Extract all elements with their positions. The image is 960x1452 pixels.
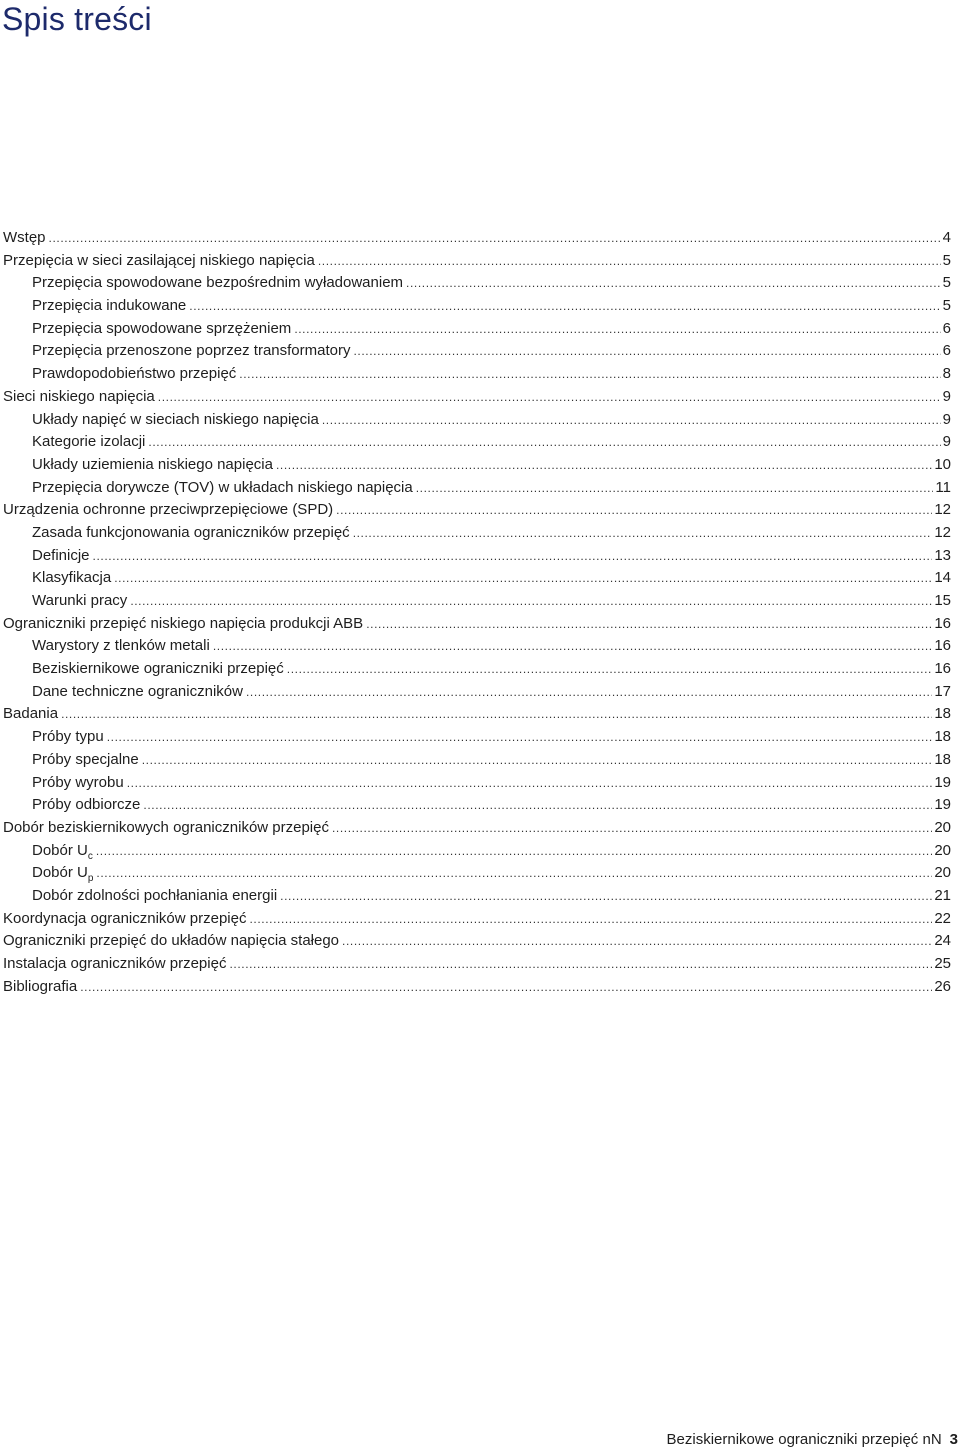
toc-entry-text: Przepięcia dorywcze (TOV) w układach niskiego napięcia: [32, 478, 413, 496]
toc-page-number: 20: [934, 864, 951, 882]
toc-entry-text: Dobór beziskiernikowych ograniczników przepięć: [3, 818, 329, 836]
dot-leader: [406, 272, 941, 295]
toc-entry-title: [32, 885, 277, 908]
toc-entry[interactable]: [3, 794, 951, 817]
toc-entry-text: Badania: [3, 705, 59, 723]
toc-page-number: 22: [934, 909, 951, 927]
toc-entry[interactable]: [3, 363, 951, 386]
toc-page-number: 20: [934, 841, 951, 859]
toc-entry[interactable]: [3, 817, 951, 840]
toc-entry[interactable]: [3, 613, 951, 636]
toc-entry-text: Próby odbiorcze: [32, 796, 141, 814]
table-of-contents: [3, 227, 951, 998]
toc-entry-text: Dobór U: [32, 864, 88, 882]
toc-entry[interactable]: [3, 272, 951, 295]
dot-leader: [158, 386, 941, 409]
dot-leader: [93, 545, 933, 568]
dot-leader: [287, 658, 933, 681]
toc-entry[interactable]: [3, 635, 951, 658]
toc-entry-title: [32, 567, 111, 590]
toc-entry-text: Próby wyrobu: [32, 773, 124, 791]
toc-entry-text: Urządzenia ochronne przeciwprzepięciowe (SPD): [3, 501, 334, 519]
toc-entry-title: [3, 953, 226, 976]
toc-entry-title: [3, 227, 46, 250]
toc-entry-text: Bibliografia: [3, 977, 78, 995]
toc-entry-text: Sieci niskiego napięcia: [3, 387, 155, 405]
toc-entry[interactable]: [3, 953, 951, 976]
toc-entry[interactable]: [3, 772, 951, 795]
toc-entry[interactable]: [3, 681, 951, 704]
toc-entry[interactable]: [3, 295, 951, 318]
toc-page-number: 21: [934, 886, 951, 904]
toc-entry-title: [32, 772, 124, 795]
dot-leader: [353, 522, 933, 545]
toc-entry-text: Dobór U: [32, 841, 88, 859]
toc-entry-title: [3, 817, 329, 840]
toc-entry-text: Warystory z tlenków metali: [32, 637, 210, 655]
toc-entry-text: Wstęp: [3, 229, 46, 246]
page-footer: [667, 1430, 958, 1450]
toc-entry-text: Próby typu: [32, 728, 104, 746]
toc-entry-text: Ograniczniki przepięć niskiego napięcia produkcji ABB: [3, 614, 364, 632]
toc-entry[interactable]: [3, 250, 951, 273]
toc-page-number: 18: [934, 728, 951, 746]
toc-entry[interactable]: [3, 227, 951, 250]
toc-entry[interactable]: [3, 862, 951, 885]
toc-entry[interactable]: [3, 590, 951, 613]
toc-page-number: 9: [942, 433, 951, 451]
dot-leader: [213, 635, 932, 658]
toc-entry-title: [32, 545, 90, 568]
dot-leader: [189, 295, 940, 318]
dot-leader: [336, 499, 932, 522]
toc-entry-text: Warunki pracy: [32, 592, 128, 609]
toc-entry[interactable]: [3, 409, 951, 432]
dot-leader: [322, 409, 941, 432]
toc-entry-title: [3, 976, 77, 999]
toc-entry-title: [32, 522, 350, 545]
dot-leader: [342, 930, 932, 953]
toc-entry-title: [32, 272, 403, 295]
toc-page-number: 19: [934, 773, 951, 791]
toc-entry-title: [32, 295, 186, 318]
toc-page-number: 8: [942, 365, 951, 383]
toc-entry-title: [32, 477, 413, 500]
dot-leader: [354, 340, 941, 363]
toc-entry-title: [3, 386, 155, 409]
toc-entry[interactable]: [3, 340, 951, 363]
toc-entry[interactable]: [3, 976, 951, 999]
toc-entry-text: Dane techniczne ograniczników: [32, 682, 243, 700]
toc-page-number: 15: [934, 592, 951, 609]
toc-entry-text: Kategorie izolacji: [32, 433, 146, 451]
toc-entry-title: [32, 862, 93, 885]
dot-leader: [143, 794, 932, 817]
toc-entry[interactable]: [3, 658, 951, 681]
toc-entry-title: [32, 431, 145, 454]
toc-entry-title: [32, 726, 104, 749]
dot-leader: [276, 454, 932, 477]
toc-entry-text: Próby specjalne: [32, 750, 139, 768]
toc-entry[interactable]: [3, 545, 951, 568]
toc-entry-text: Przepięcia w sieci zasilającej niskiego napięcia: [3, 251, 315, 269]
dot-leader: [332, 817, 932, 840]
toc-entry-title: [32, 635, 210, 658]
dot-leader: [239, 363, 940, 386]
toc-page-number: 11: [935, 478, 951, 496]
dot-leader: [127, 772, 933, 795]
toc-entry-title: [32, 681, 243, 704]
toc-page-number: 16: [934, 637, 951, 655]
toc-entry[interactable]: [3, 567, 951, 590]
toc-page-number: 5: [942, 297, 951, 315]
toc-page-number: 13: [934, 546, 951, 564]
toc-entry[interactable]: [3, 930, 951, 953]
toc-entry[interactable]: [3, 908, 951, 931]
dot-leader: [61, 703, 932, 726]
toc-entry[interactable]: [3, 477, 951, 500]
toc-entry-title: [32, 318, 291, 341]
dot-leader: [294, 318, 940, 341]
toc-page-number: 9: [942, 387, 951, 405]
dot-leader: [249, 908, 932, 931]
toc-entry-text: Ograniczniki przepięć do układów napięcia stałego: [3, 932, 340, 950]
toc-page-number: 16: [934, 660, 951, 678]
toc-page-number: 10: [934, 455, 951, 473]
toc-page-number: 5: [942, 251, 951, 269]
toc-entry-text: Definicje: [32, 546, 90, 564]
toc-entry-title: [3, 613, 363, 636]
toc-entry-title: [3, 908, 246, 931]
toc-page-number: 26: [934, 977, 951, 995]
toc-entry-title: [32, 340, 351, 363]
footer-text: Beziskiernikowe ograniczniki przepięć nN: [666, 1431, 942, 1448]
toc-page-number: 18: [934, 750, 951, 768]
toc-entry-title: [3, 250, 315, 273]
toc-entry[interactable]: [3, 522, 951, 545]
dot-leader: [49, 227, 941, 250]
toc-entry-text: Układy napięć w sieciach niskiego napięcia: [32, 410, 319, 428]
toc-page-number: 6: [942, 342, 951, 360]
toc-page-number: 9: [942, 410, 951, 428]
toc-entry-subscript: c: [87, 850, 93, 862]
toc-entry-text: Prawdopodobieństwo przepięć: [32, 365, 237, 383]
toc-entry[interactable]: [3, 386, 951, 409]
toc-entry-title: [32, 794, 140, 817]
toc-page-number: 12: [934, 523, 951, 541]
toc-entry-title: [32, 454, 273, 477]
toc-entry-subscript: p: [87, 873, 94, 885]
toc-entry[interactable]: [3, 431, 951, 454]
toc-entry[interactable]: [3, 703, 951, 726]
dot-leader: [229, 953, 932, 976]
toc-entry[interactable]: [3, 318, 951, 341]
toc-page-number: 4: [942, 229, 951, 246]
dot-leader: [148, 431, 940, 454]
toc-entry-title: [32, 409, 319, 432]
toc-entry-text: Zasada funkcjonowania ograniczników przepięć: [32, 523, 350, 541]
toc-page-number: 12: [934, 501, 951, 519]
toc-entry-title: [32, 658, 284, 681]
dot-leader: [366, 613, 932, 636]
toc-entry-title: [3, 930, 339, 953]
toc-entry-title: [3, 499, 333, 522]
toc-entry-title: [32, 749, 139, 772]
toc-entry[interactable]: [3, 749, 951, 772]
footer-page-number: 3: [949, 1431, 958, 1448]
toc-entry-text: Dobór zdolności pochłaniania energii: [32, 886, 278, 904]
dot-leader: [107, 726, 933, 749]
toc-entry-text: Klasyfikacja: [32, 569, 112, 587]
toc-page-number: 17: [934, 682, 951, 700]
dot-leader: [96, 840, 932, 863]
dot-leader: [318, 250, 941, 273]
toc-page-number: 5: [942, 274, 951, 292]
toc-page-number: 20: [934, 818, 951, 836]
toc-entry-title: [3, 703, 58, 726]
dot-leader: [280, 885, 932, 908]
toc-entry-title: [32, 590, 127, 613]
toc-entry-text: Beziskiernikowe ograniczniki przepięć: [32, 660, 284, 678]
dot-leader: [142, 749, 933, 772]
toc-entry[interactable]: [3, 499, 951, 522]
toc-entry-text: Układy uziemienia niskiego napięcia: [32, 455, 273, 473]
toc-entry[interactable]: [3, 840, 951, 863]
dot-leader: [80, 976, 932, 999]
dot-leader: [246, 681, 932, 704]
dot-leader: [96, 862, 932, 885]
toc-page-number: 6: [942, 319, 951, 337]
toc-page-number: 16: [934, 614, 951, 632]
toc-entry-text: Przepięcia spowodowane sprzężeniem: [32, 319, 292, 337]
toc-entry-title: [32, 840, 93, 863]
toc-entry[interactable]: [3, 726, 951, 749]
toc-entry-title: [32, 363, 236, 386]
toc-page-number: 24: [934, 932, 951, 950]
toc-page-number: 14: [934, 569, 951, 587]
dot-leader: [130, 590, 932, 613]
toc-entry-text: Instalacja ograniczników przepięć: [3, 955, 227, 972]
page-title: Spis treści: [2, 1, 152, 37]
toc-entry[interactable]: [3, 885, 951, 908]
toc-page-number: 25: [934, 955, 951, 972]
toc-entry-text: Przepięcia indukowane: [32, 297, 187, 315]
dot-leader: [114, 567, 932, 590]
dot-leader: [416, 477, 934, 500]
toc-entry[interactable]: [3, 454, 951, 477]
toc-entry-text: Koordynacja ograniczników przepięć: [3, 909, 247, 927]
toc-entry-text: Przepięcia spowodowane bezpośrednim wyładowaniem: [32, 274, 404, 292]
toc-page-number: 19: [934, 796, 951, 814]
toc-page-number: 18: [934, 705, 951, 723]
toc-entry-text: Przepięcia przenoszone poprzez transformatory: [32, 342, 351, 360]
